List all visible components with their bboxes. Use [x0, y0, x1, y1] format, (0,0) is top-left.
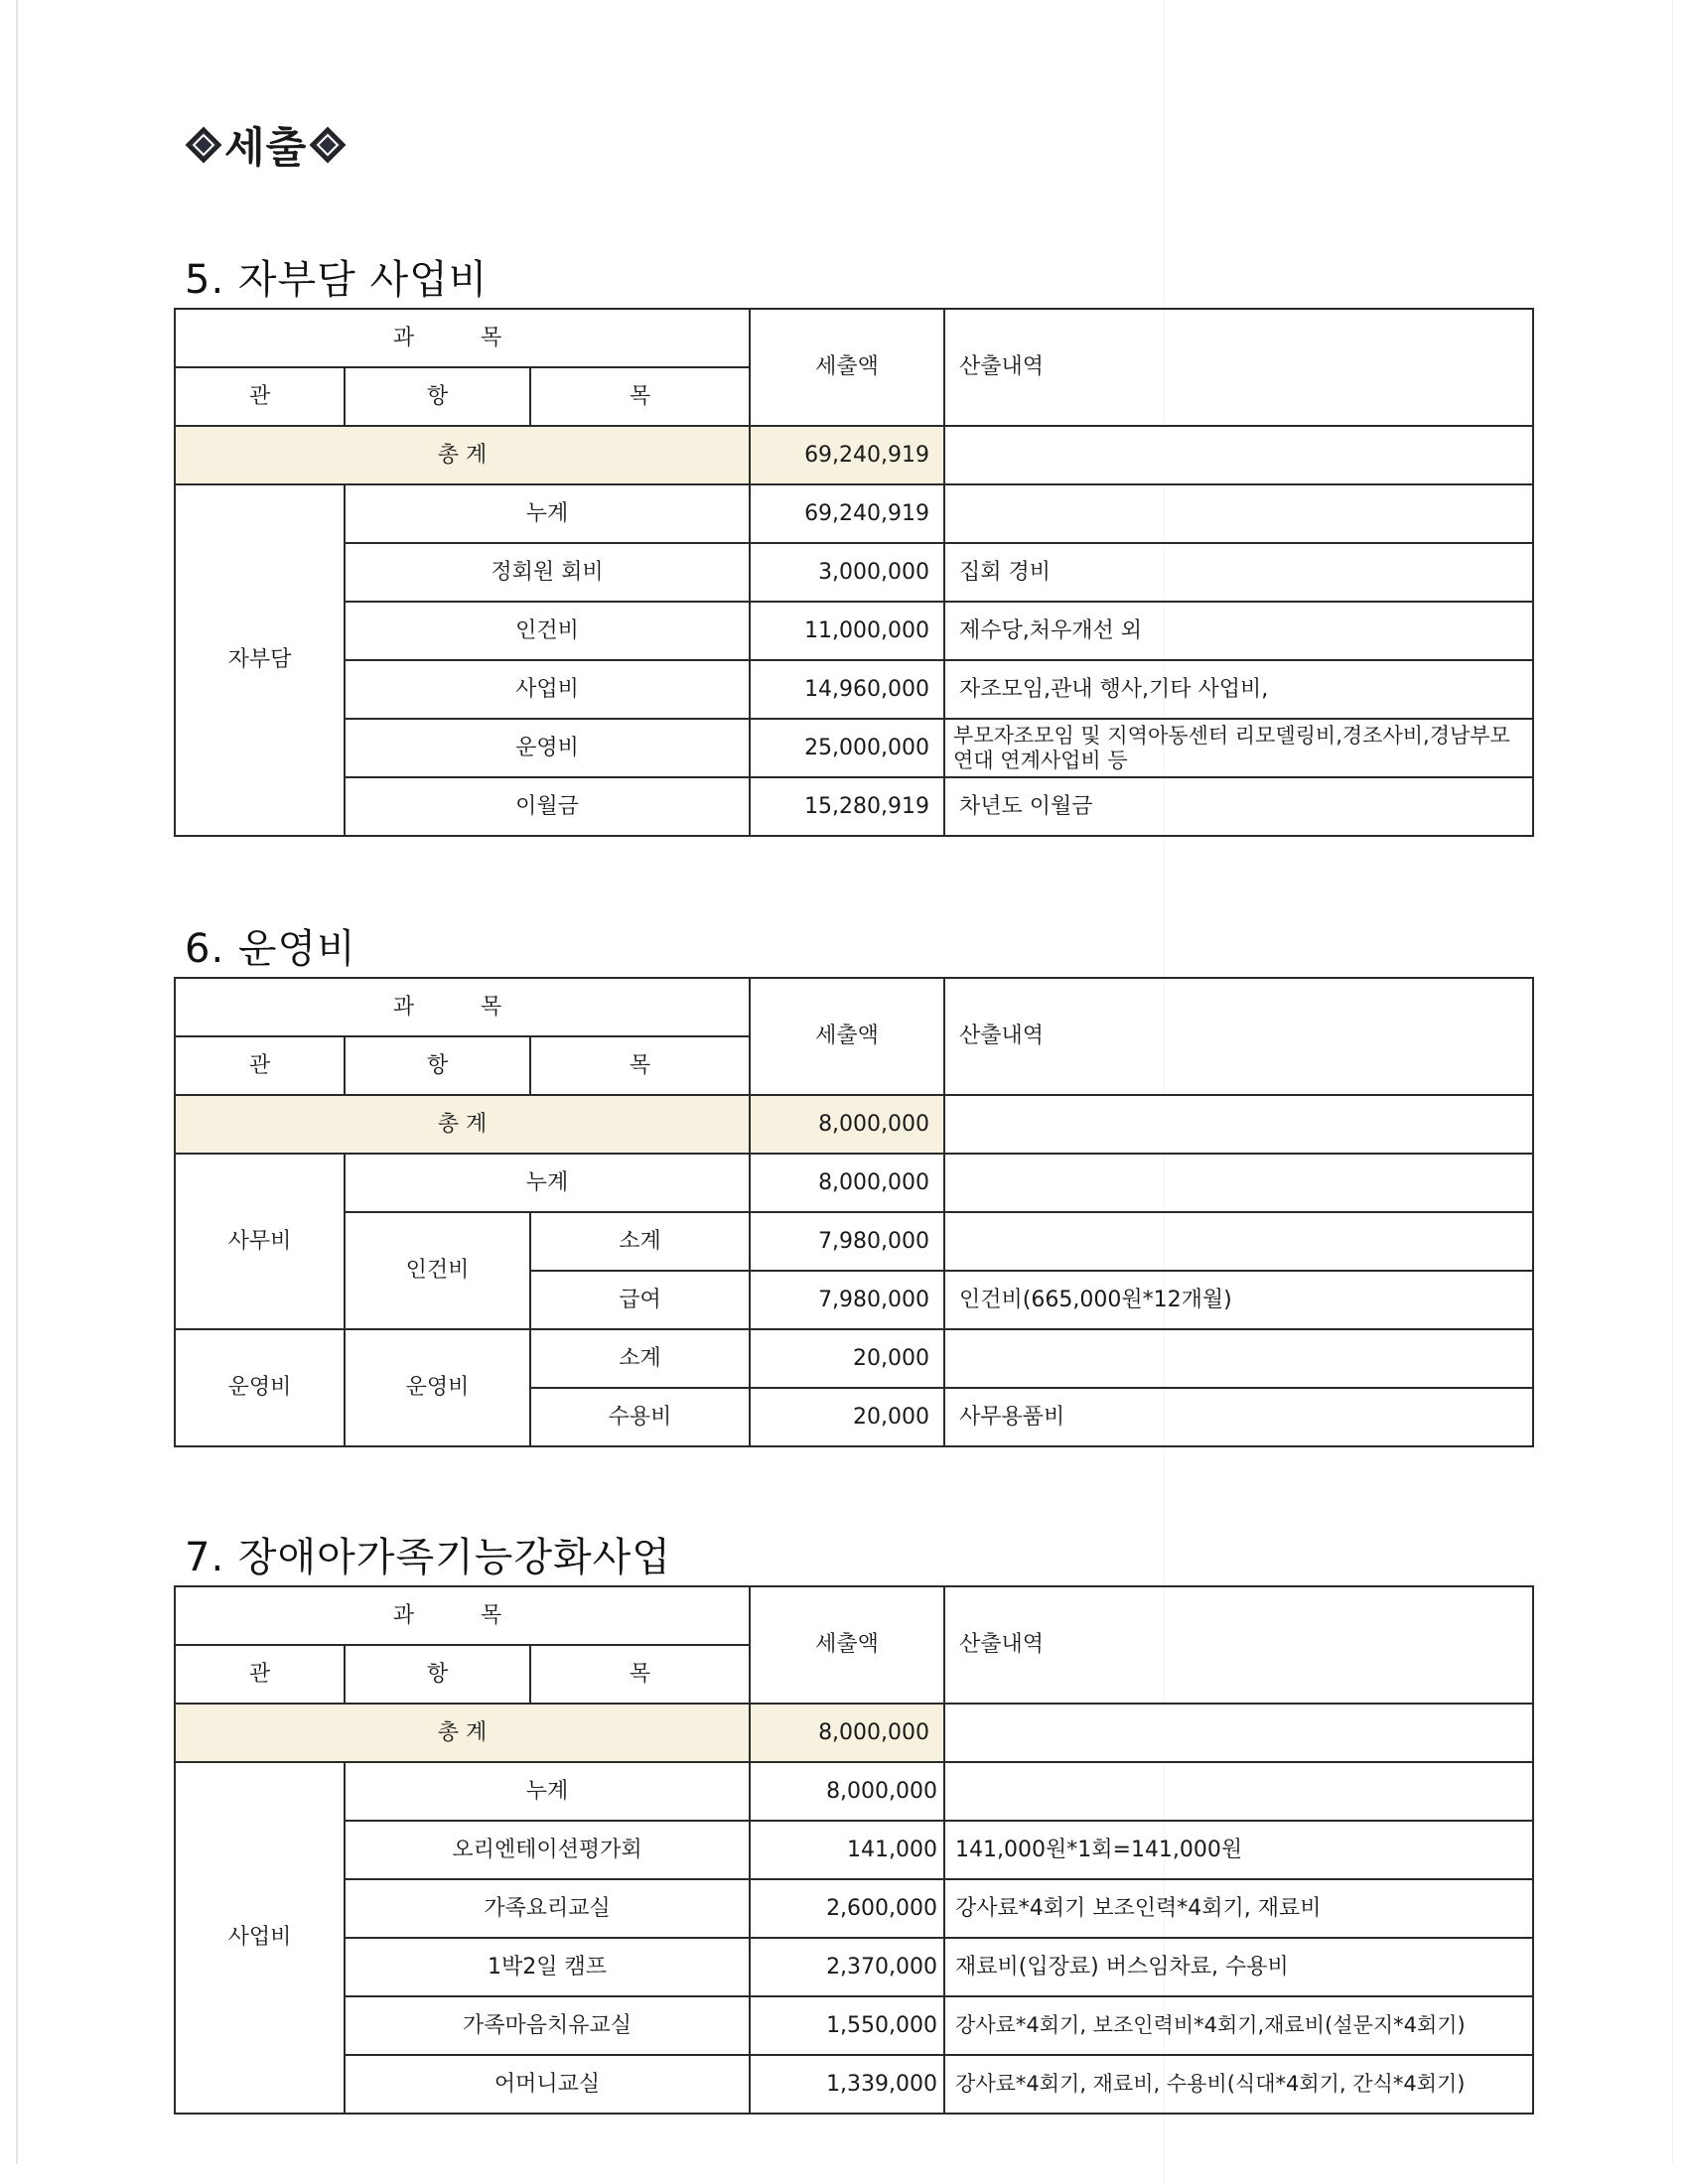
item-details: 부모자조모임 및 지역아동센터 리모델링비,경조사비,경남부모연대 연계사업비 등 [944, 719, 1533, 777]
scan-edge-left [16, 0, 18, 2164]
table-row [175, 1212, 1533, 1271]
table-row [175, 1821, 1533, 1879]
subtotal-details [944, 1762, 1533, 1821]
mok-cell: 소계 [530, 1212, 750, 1271]
item-amount: 20,000 [750, 1329, 944, 1388]
header-row [175, 309, 1533, 367]
item-details: 141,000원*1회=141,000원 [944, 1821, 1533, 1879]
grand-total-details [944, 426, 1533, 484]
header-hang: 항 [345, 1036, 530, 1095]
grand-total-amount: 8,000,000 [750, 1704, 944, 1762]
item-name: 정회원 회비 [345, 543, 750, 602]
hang-cell: 운영비 [345, 1329, 530, 1446]
item-details: 강사료*4회기, 재료비, 수용비(식대*4회기, 간식*4회기) [944, 2055, 1533, 2114]
item-name: 어머니교실 [345, 2055, 750, 2114]
item-name: 사업비 [345, 660, 750, 719]
section-heading-6: 6. 운영비 [185, 926, 356, 972]
item-amount: 2,600,000 [750, 1879, 944, 1938]
diamond-ornament-icon [186, 127, 222, 164]
item-details: 집회 경비 [944, 543, 1533, 602]
subtotal-details [944, 484, 1533, 543]
table-row [175, 1938, 1533, 1996]
grand-total-label: 총 계 [175, 426, 750, 484]
header-amount: 세출액 [750, 978, 944, 1095]
budget-table-5 [174, 308, 1534, 837]
table-row [175, 1329, 1533, 1388]
item-name: 오리엔테이션평가회 [345, 1821, 750, 1879]
header-details: 산출내역 [944, 309, 1533, 426]
subtotal-label: 누계 [345, 1154, 750, 1212]
header-mok: 목 [530, 367, 750, 426]
budget-table-6 [174, 977, 1534, 1447]
item-name: 운영비 [345, 719, 750, 777]
item-details: 인건비(665,000원*12개월) [944, 1271, 1533, 1329]
item-details: 차년도 이월금 [944, 777, 1533, 836]
header-row [175, 978, 1533, 1036]
subtotal-amount: 8,000,000 [750, 1154, 944, 1212]
item-amount: 141,000 [750, 1821, 944, 1879]
grand-total-label: 총 계 [175, 1095, 750, 1154]
hang-cell: 인건비 [345, 1212, 530, 1329]
table-row [175, 1996, 1533, 2055]
item-amount: 25,000,000 [750, 719, 944, 777]
item-amount: 11,000,000 [750, 602, 944, 660]
header-subject: 과 목 [175, 978, 750, 1036]
subtotal-label: 누계 [345, 484, 750, 543]
item-name: 가족마음치유교실 [345, 1996, 750, 2055]
item-amount: 7,980,000 [750, 1212, 944, 1271]
grand-total-row [175, 426, 1533, 484]
grand-total-amount: 8,000,000 [750, 1095, 944, 1154]
diamond-ornament-icon [310, 127, 347, 164]
section-heading-7: 7. 장애아가족기능강화사업 [185, 1535, 671, 1580]
section-heading-5: 5. 자부담 사업비 [185, 257, 489, 303]
gwan-cell: 사무비 [175, 1154, 345, 1329]
item-amount: 14,960,000 [750, 660, 944, 719]
item-name: 인건비 [345, 602, 750, 660]
item-details: 강사료*4회기, 보조인력비*4회기,재료비(설문지*4회기) [944, 1996, 1533, 2055]
subtotal-row [175, 484, 1533, 543]
grand-total-details [944, 1704, 1533, 1762]
header-subject: 과 목 [175, 309, 750, 367]
mok-cell: 수용비 [530, 1388, 750, 1446]
subtotal-row [175, 1154, 1533, 1212]
header-hang: 항 [345, 367, 530, 426]
item-details: 강사료*4회기 보조인력*4회기, 재료비 [944, 1879, 1533, 1938]
mok-cell: 소계 [530, 1329, 750, 1388]
header-gwan: 관 [175, 367, 345, 426]
item-amount: 7,980,000 [750, 1271, 944, 1329]
table-row [175, 660, 1533, 719]
gwan-cell: 운영비 [175, 1329, 345, 1446]
header-gwan: 관 [175, 1645, 345, 1704]
header-mok: 목 [530, 1645, 750, 1704]
item-name: 가족요리교실 [345, 1879, 750, 1938]
gwan-cell: 자부담 [175, 484, 345, 836]
item-details [944, 1329, 1533, 1388]
item-amount: 1,550,000 [750, 1996, 944, 2055]
scan-edge-right [1672, 0, 1673, 2164]
item-details: 재료비(입장료) 버스임차료, 수용비 [944, 1938, 1533, 1996]
grand-total-label: 총 계 [175, 1704, 750, 1762]
subtotal-amount: 69,240,919 [750, 484, 944, 543]
grand-total-row [175, 1095, 1533, 1154]
document-title [183, 123, 349, 172]
grand-total-amount: 69,240,919 [750, 426, 944, 484]
item-name: 이월금 [345, 777, 750, 836]
table-row [175, 602, 1533, 660]
header-details: 산출내역 [944, 1586, 1533, 1704]
header-details: 산출내역 [944, 978, 1533, 1095]
table-row [175, 719, 1533, 777]
header-subject: 과 목 [175, 1586, 750, 1645]
header-amount: 세출액 [750, 1586, 944, 1704]
item-amount: 2,370,000 [750, 1938, 944, 1996]
header-gwan: 관 [175, 1036, 345, 1095]
mok-cell: 급여 [530, 1271, 750, 1329]
item-name: 1박2일 캠프 [345, 1938, 750, 1996]
table-row [175, 2055, 1533, 2114]
item-details: 자조모임,관내 행사,기타 사업비, [944, 660, 1533, 719]
table-row [175, 777, 1533, 836]
subtotal-row [175, 1762, 1533, 1821]
budget-table-7 [174, 1585, 1534, 2115]
header-row [175, 1586, 1533, 1645]
subtotal-amount: 8,000,000 [750, 1762, 944, 1821]
document-title-text: 세출 [224, 123, 308, 172]
table-row [175, 1879, 1533, 1938]
item-amount: 1,339,000 [750, 2055, 944, 2114]
header-amount: 세출액 [750, 309, 944, 426]
header-hang: 항 [345, 1645, 530, 1704]
subtotal-label: 누계 [345, 1762, 750, 1821]
header-mok: 목 [530, 1036, 750, 1095]
item-amount: 15,280,919 [750, 777, 944, 836]
item-details [944, 1212, 1533, 1271]
gwan-cell: 사업비 [175, 1762, 345, 2114]
grand-total-details [944, 1095, 1533, 1154]
grand-total-row [175, 1704, 1533, 1762]
item-details: 제수당,처우개선 외 [944, 602, 1533, 660]
table-row [175, 543, 1533, 602]
item-amount: 20,000 [750, 1388, 944, 1446]
item-details: 사무용품비 [944, 1388, 1533, 1446]
subtotal-details [944, 1154, 1533, 1212]
item-amount: 3,000,000 [750, 543, 944, 602]
